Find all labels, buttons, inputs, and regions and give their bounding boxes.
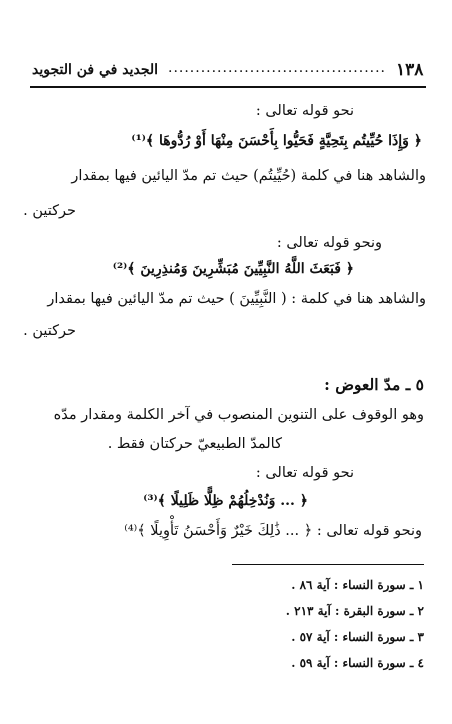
footnote: ٤ ـ سورة النساء : آية ٥٩ . — [291, 656, 424, 670]
text-line: نحو قوله تعالى : — [255, 103, 354, 119]
text-line: نحو قوله تعالى : — [255, 465, 354, 481]
footnote: ١ ـ سورة النساء : آية ٨٦ . — [291, 578, 424, 592]
quran-verse: ﴿ فَبَعَثَ اللَّهُ النَّبِيِّينَ مُبَشِّرِينَ وَمُنذِرِينَ ﴾⁽²⁾ — [112, 261, 354, 277]
footnote: ٣ ـ سورة النساء : آية ٥٧ . — [291, 630, 424, 644]
footnote: ٢ ـ سورة البقرة : آية ٢١٣ . — [285, 604, 424, 618]
header-rule — [30, 86, 426, 88]
text-line: حركتين . — [23, 203, 76, 219]
text-line: وهو الوقوف على التنوين المنصوب في آخر الكلمة ومقدار مدّه — [53, 407, 424, 423]
header-dots: ........................................ — [168, 60, 387, 76]
section-heading: ٥ ـ مدّ العوض : — [324, 375, 424, 394]
quran-verse: ﴿ وَإِذَا حُيِّيتُم بِتَحِيَّةٍ فَحَيُّوا بِأَحْسَنَ مِنْهَا أَوْ رُدُّوهَا ﴾⁽¹⁾ — [131, 133, 422, 149]
text-line: حركتين . — [23, 323, 76, 339]
text-line: ونحو قوله تعالى : ﴿ ... ذَٰلِكَ خَيْرٌ وَأَحْسَنُ تَأْوِيلًا ﴾⁽⁴⁾ — [124, 523, 422, 539]
footnote-rule — [232, 564, 424, 565]
text-line: ونحو قوله تعالى : — [276, 235, 382, 251]
text-line: كالمدّ الطبيعيّ حركتان فقط . — [107, 436, 282, 452]
running-title: الجديد في فن التجويد — [32, 62, 159, 78]
text-line: والشاهد هنا في كلمة : ( النَّبِيِّينَ ) حيث تم مدّ اليائين فيها بمقدار — [47, 291, 426, 307]
quran-verse: ﴿ ... وَنُدْخِلُهُمْ ظِلًّا ظَلِيلًا ﴾⁽³⁾ — [143, 493, 308, 509]
text-line: والشاهد هنا في كلمة (حُيِّيتُم) حيث تم مدّ اليائين فيها بمقدار — [71, 168, 426, 184]
page-number: ١٣٨ — [396, 60, 424, 80]
